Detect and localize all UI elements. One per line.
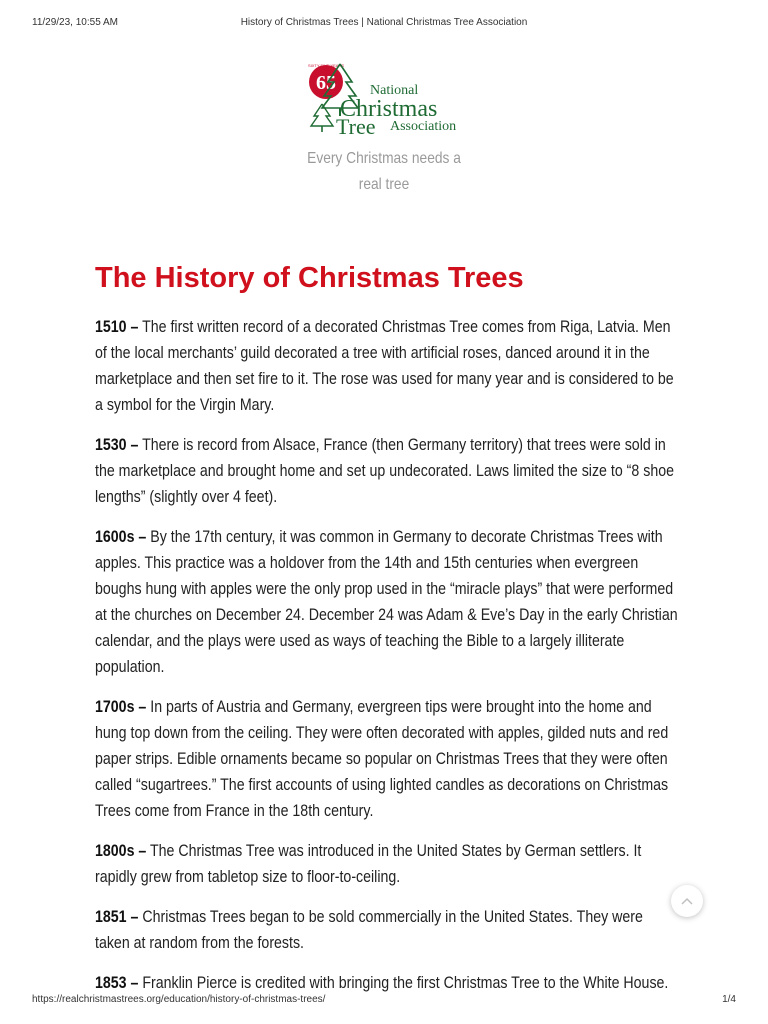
print-page-title: History of Christmas Trees | National Christmas Tree Association (240, 17, 528, 28)
history-timeline (95, 314, 695, 1010)
logo-word-association: Association (390, 119, 457, 134)
entry-text: Franklin Pierce is credited with bringing the first Christmas Tree to the White House. (138, 974, 669, 992)
timeline-entry (95, 524, 680, 680)
entry-text: The Christmas Tree was introduced in the United States by German settlers. It rapidly grew from tabletop size to floor-to-ceiling. (95, 842, 642, 886)
timeline-entry (95, 432, 680, 510)
page-title: The History of Christmas Trees (95, 262, 524, 294)
entry-text: Christmas Trees began to be sold commercially in the United States. They were taken at random from the forests. (95, 908, 643, 952)
entry-text: In parts of Austria and Germany, evergreen tips were brought into the home and hung top down from the ceiling. They were often decorated with apples, gilded nuts and red paper strips. Edible ornaments became so popular on Christmas Trees that they were often called “sugartrees.” The first accounts of using lighted candles as decorations on Christmas Trees come from France in the 18th century. (95, 698, 669, 820)
entry-year: 1510 – (95, 318, 139, 336)
logo-years-caption: SIXTY-FIVE YEARS (307, 63, 345, 68)
nca-logo[interactable] (300, 60, 470, 138)
entry-text: There is record from Alsace, France (then Germany territory) that trees were sold in the marketplace and brought home and set up undecorated. Laws limited the size to “8 shoe lengths” (slightly over 4 feet). (95, 436, 674, 506)
print-url: https://realchristmastrees.org/education/history-of-christmas-trees/ (32, 994, 326, 1005)
logo-word-national: National (370, 83, 419, 98)
entry-text: By the 17th century, it was common in Germany to decorate Christmas Trees with apples. This practice was a holdover from the 14th and 15th centuries when evergreen boughs hung with apples were the only prop used in the “miracle plays” that were performed at the churches on December 24. December 24 was Adam & Eve’s Day in the early Christian calendar, and the plays were used as ways of teaching the Bible to a largely illiterate population. (95, 528, 678, 676)
timeline-entry (95, 904, 680, 956)
entry-year: 1700s – (95, 698, 147, 716)
timeline-entry (95, 838, 680, 890)
timeline-entry (95, 694, 680, 824)
timeline-entry (95, 314, 680, 418)
entry-year: 1853 – (95, 974, 139, 992)
entry-year: 1600s – (95, 528, 147, 546)
chevron-up-icon (681, 897, 693, 905)
site-tagline: Every Christmas needs a real tree (307, 150, 461, 193)
page-indicator: 1/4 (722, 994, 736, 1005)
logo-word-christmas: Christmas (340, 96, 438, 122)
entry-year: 1851 – (95, 908, 139, 926)
logo-years-number: 65 (316, 72, 336, 94)
entry-year: 1530 – (95, 436, 139, 454)
scroll-to-top-button[interactable] (671, 885, 703, 917)
entry-year: 1800s – (95, 842, 147, 860)
logo-word-tree: Tree (336, 114, 376, 138)
entry-text: The first written record of a decorated Christmas Tree comes from Riga, Latvia. Men of the local merchants’ guild decorated a tree with artificial roses, danced around it in the marketplace and then set fire to it. The rose was used for many year and is considered to be a symbol for the Virgin Mary. (95, 318, 674, 414)
timeline-entry (95, 970, 680, 996)
print-footer (0, 994, 768, 1008)
print-datetime: 11/29/23, 10:55 AM (32, 17, 118, 28)
print-header (0, 17, 768, 31)
